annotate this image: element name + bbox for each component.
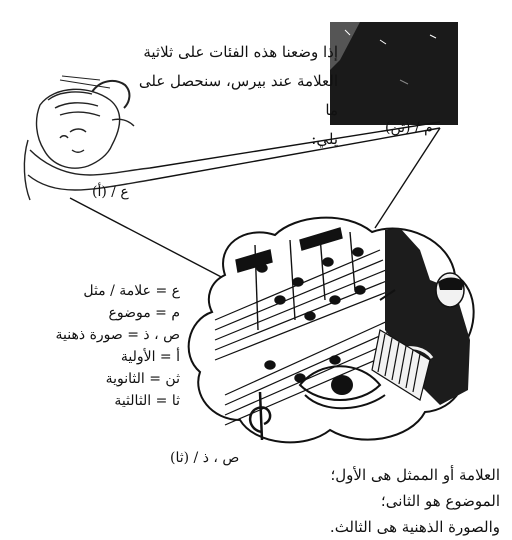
interpretant-label: ص ، ذ / (ثا) [170,450,240,466]
pianist-music-cloud-image [189,218,474,443]
night-window-image [330,22,458,125]
intro-line: يلي: [311,130,338,148]
legend-item: ثا = الثالثية [114,393,180,409]
legend-item: أ = الأولية [120,349,180,365]
legend-item: ص ، ذ = صورة ذهنية [55,327,180,343]
reclining-woman-image [24,76,150,200]
caption [210,462,500,540]
legend [40,280,180,412]
caption-line: العلامة أو الممثل هى الأول؛ [330,466,500,484]
legend-item: ثن = الثانوية [105,371,180,387]
legend-item: ع = علامة / مثل [83,283,180,299]
intro-line: إذا وضعنا هذه الفئات على ثلاثية [143,43,338,61]
legend-item: م = موضوع [108,305,180,321]
intro-line: العلامة عند بيرس، سنحصل على ما [138,72,338,119]
caption-line: والصورة الذهنية هى الثالث. [329,518,500,536]
sign-label: ع / (أ) [92,184,129,200]
intro-text [138,38,338,154]
object-label: م / (ثن) [385,120,433,136]
caption-line: الموضوع هو الثانى؛ [380,492,500,510]
